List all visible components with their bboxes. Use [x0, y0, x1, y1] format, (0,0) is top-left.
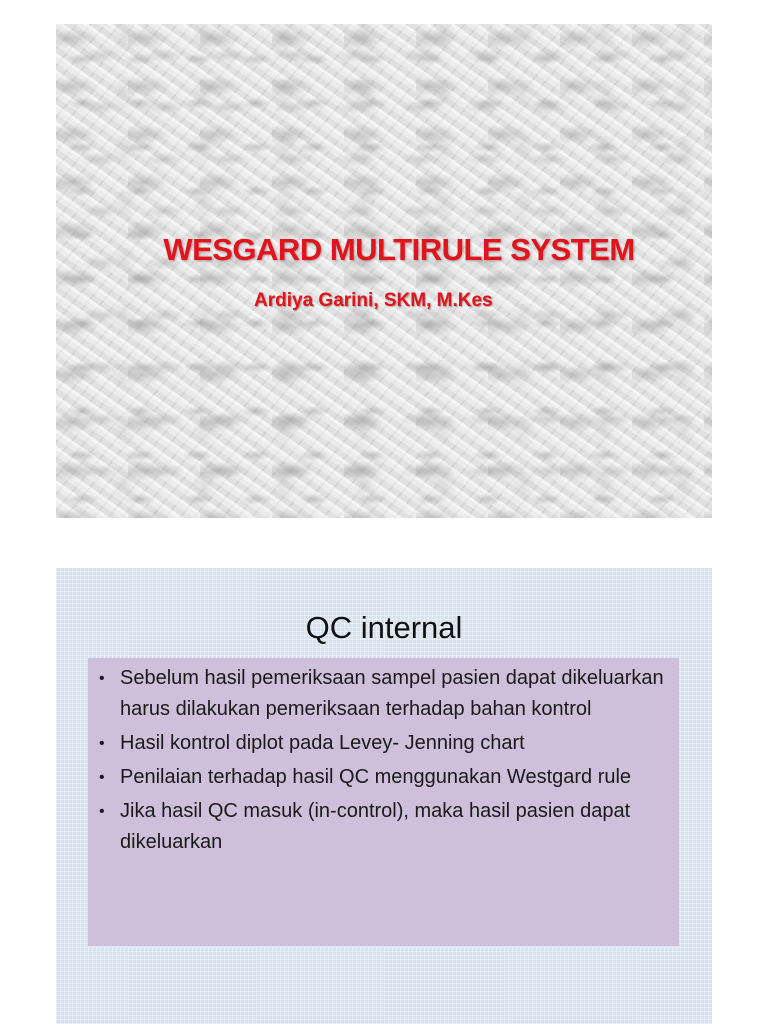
- bullet-item: [96, 762, 665, 793]
- bullet-icon: •: [99, 735, 105, 752]
- bullet-item: [96, 663, 665, 725]
- slide-heading: QC internal: [305, 610, 463, 645]
- bullet-icon: •: [99, 803, 105, 820]
- bullet-icon: •: [99, 769, 105, 786]
- slide-author: Ardiya Garini, SKM, M.Kes: [254, 290, 493, 311]
- bullet-text: Penilaian terhadap hasil QC menggunakan Westgard rule: [120, 766, 632, 788]
- bullet-box: [88, 658, 679, 946]
- bullet-text: Jika hasil QC masuk (in-control), maka hasil pasien dapat dikeluarkan: [120, 800, 631, 853]
- slide-title: WESGARD MULTIRULE SYSTEM: [163, 232, 635, 267]
- title-slide: [56, 24, 712, 518]
- bullet-icon: •: [99, 670, 105, 687]
- bullet-item: [96, 796, 665, 858]
- bullet-item: [96, 728, 665, 759]
- content-slide: [56, 568, 712, 1024]
- bullet-text: Sebelum hasil pemeriksaan sampel pasien dapat dikeluarkan harus dilakukan pemeriksaan terhadap bahan kontrol: [120, 667, 664, 720]
- bullet-list: [96, 663, 665, 858]
- bullet-text: Hasil kontrol diplot pada Levey- Jenning chart: [120, 732, 525, 754]
